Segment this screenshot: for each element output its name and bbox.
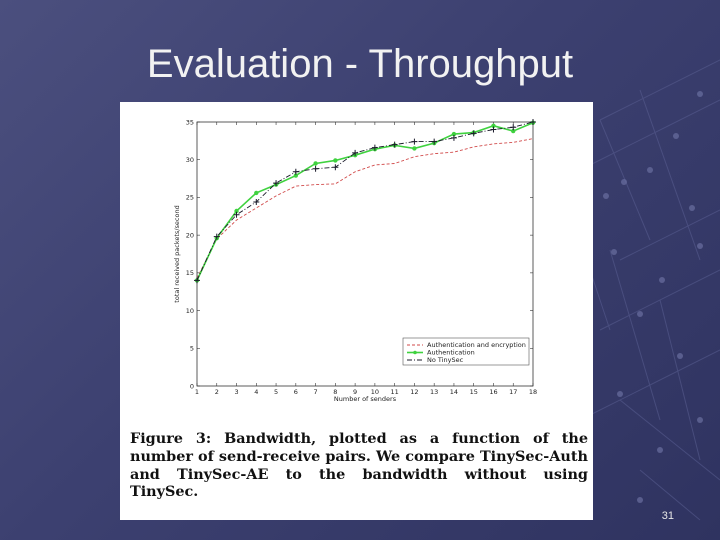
y-tick-label: 10	[185, 306, 194, 315]
data-point-auth	[333, 158, 337, 162]
figure-card	[120, 102, 593, 520]
throughput-chart	[120, 102, 593, 427]
y-tick-label: 20	[185, 231, 194, 240]
series-line-0	[197, 139, 533, 279]
figure-caption: Figure 3: Bandwidth, plotted as a function of the number of send-receive pairs. We compare TinySec-Auth and TinySec-AE to the bandwidth without using TinySec.	[130, 430, 588, 501]
x-tick-label: 15	[469, 388, 478, 396]
data-point-no-tinysec	[332, 164, 338, 170]
data-point-auth	[412, 146, 416, 150]
x-tick-label: 6	[293, 388, 298, 396]
data-point-auth	[313, 161, 317, 165]
legend-label: No TinySec	[427, 356, 464, 365]
x-tick-label: 5	[273, 388, 279, 396]
x-tick-label: 14	[449, 388, 459, 396]
data-point-no-tinysec	[490, 127, 496, 133]
x-tick-label: 11	[390, 388, 399, 396]
x-tick-label: 9	[353, 388, 358, 396]
data-point-no-tinysec	[194, 277, 200, 283]
y-tick-label: 5	[189, 344, 194, 353]
slide-title: Evaluation - Throughput	[146, 42, 574, 86]
data-point-no-tinysec	[392, 142, 398, 148]
x-tick-label: 8	[333, 388, 338, 396]
legend-label: Authentication and encryption	[427, 341, 526, 350]
y-tick-label: 35	[185, 118, 194, 127]
series-line-1	[197, 123, 533, 281]
legend-label: Authentication	[427, 348, 475, 357]
y-tick-label: 25	[185, 193, 194, 202]
x-tick-label: 12	[410, 388, 419, 396]
data-point-no-tinysec	[313, 166, 319, 172]
x-tick-label: 3	[234, 388, 239, 396]
x-tick-label: 4	[254, 388, 259, 396]
y-tick-label: 30	[185, 156, 194, 165]
x-tick-label: 17	[509, 388, 518, 396]
x-axis-label: Number of senders	[333, 395, 397, 403]
y-axis-label: total received packets/second	[173, 205, 181, 303]
x-tick-label: 18	[528, 388, 538, 396]
legend-marker-auth	[413, 351, 417, 355]
data-point-no-tinysec	[411, 139, 417, 145]
y-tick-label: 15	[185, 269, 194, 278]
x-tick-label: 1	[194, 388, 200, 396]
x-tick-label: 10	[370, 388, 380, 396]
data-point-auth	[254, 191, 258, 195]
x-tick-label: 16	[489, 388, 498, 396]
x-tick-label: 13	[430, 388, 439, 396]
page-number: 31	[661, 510, 674, 522]
x-tick-label: 7	[313, 388, 318, 396]
x-tick-label: 2	[214, 388, 219, 396]
y-tick-label: 0	[189, 382, 194, 391]
